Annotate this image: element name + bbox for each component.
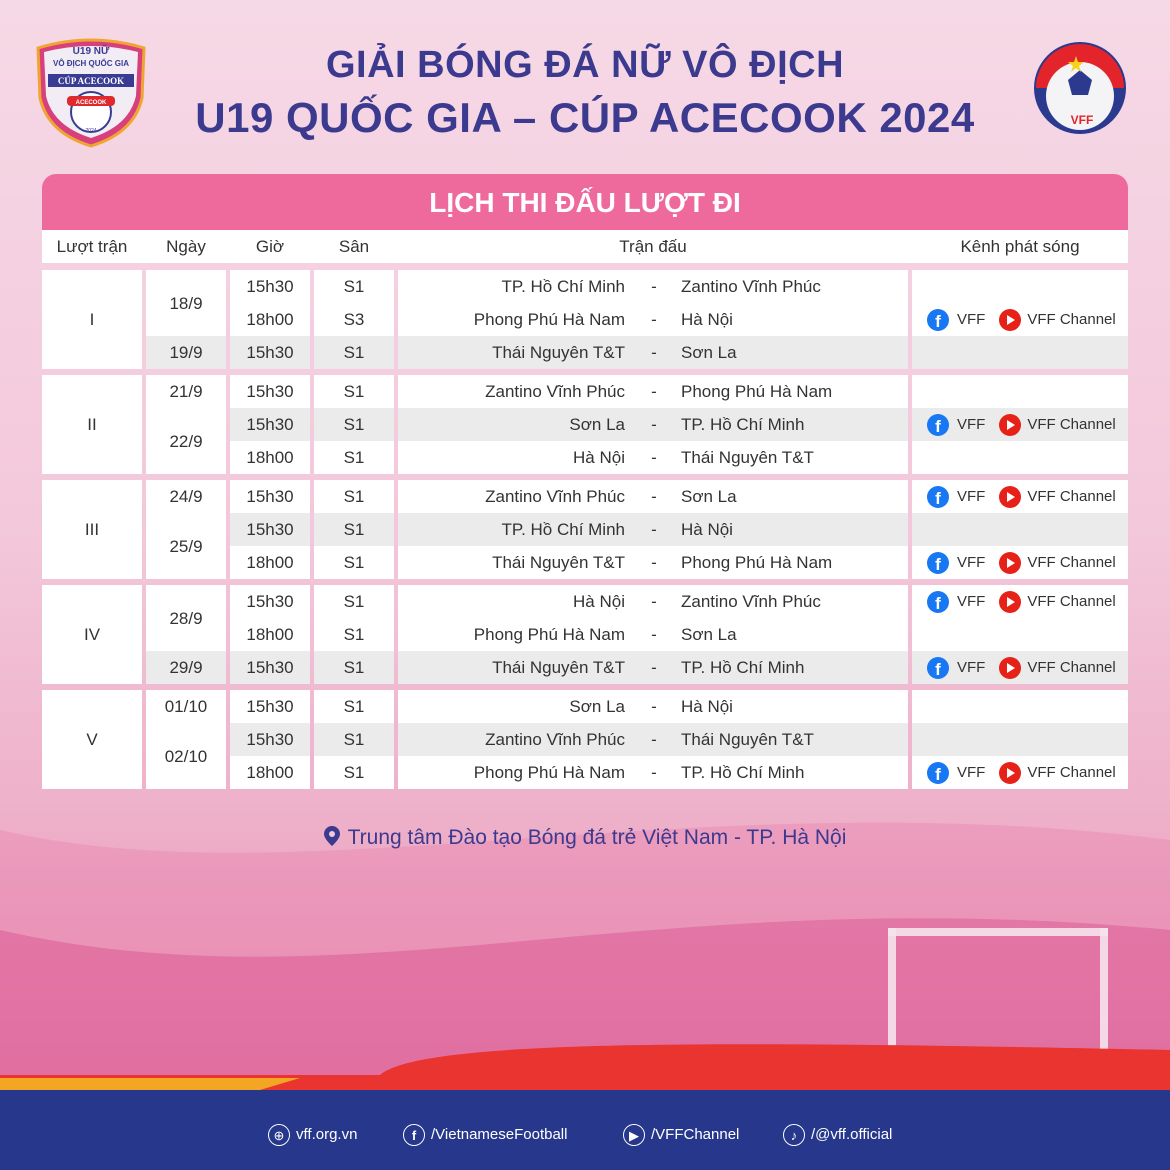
broadcast-fb-label[interactable]: VFF [957, 593, 986, 610]
away-team: Phong Phú Hà Nam [681, 553, 833, 572]
broadcast-channels [927, 303, 1116, 336]
vs-dash: - [651, 448, 657, 467]
logo-line3: CÚP ACECOOK [57, 76, 125, 86]
away-team: Zantino Vĩnh Phúc [681, 277, 821, 296]
home-team: Thái Nguyên T&T [492, 553, 625, 572]
home-team: TP. Hồ Chí Minh [501, 520, 625, 539]
match-time: 15h30 [246, 415, 294, 434]
away-team: Hà Nội [681, 697, 733, 716]
broadcast-channels [927, 546, 1116, 579]
youtube-icon[interactable] [999, 762, 1021, 784]
away-team: Thái Nguyên T&T [681, 448, 814, 467]
match-field: S1 [343, 592, 365, 611]
home-team: Phong Phú Hà Nam [473, 625, 625, 644]
broadcast-fb-label[interactable]: VFF [957, 764, 986, 781]
footer-tiktok-text: /@vff.official [811, 1126, 893, 1143]
away-team: TP. Hồ Chí Minh [681, 415, 805, 434]
facebook-icon[interactable]: f [927, 591, 949, 613]
match-date: 25/9 [169, 536, 203, 556]
vs-dash: - [651, 592, 657, 611]
match-field: S1 [343, 343, 365, 362]
row-shade [912, 513, 1128, 546]
home-team: Hà Nội [573, 592, 625, 611]
row-shade [912, 723, 1128, 756]
round-label: V [86, 730, 98, 749]
away-team: Phong Phú Hà Nam [681, 382, 833, 401]
location-text: Trung tâm Đào tạo Bóng đá trẻ Việt Nam - TP. Hà Nội [347, 826, 847, 849]
facebook-icon[interactable]: f [927, 486, 949, 508]
match-date: 21/9 [169, 382, 203, 401]
match-time: 15h30 [246, 730, 294, 749]
footer [0, 1090, 1170, 1170]
match-date: 18/9 [169, 293, 203, 313]
youtube-icon[interactable] [999, 486, 1021, 508]
facebook-icon[interactable]: f [927, 762, 949, 784]
broadcast-yt-label[interactable]: VFF Channel [1027, 488, 1116, 505]
location-pin-icon [324, 826, 340, 846]
home-team: Hà Nội [573, 448, 625, 467]
match-field: S1 [343, 520, 365, 539]
match-time: 18h00 [246, 763, 294, 782]
tiktok-icon: ♪ [783, 1124, 805, 1146]
vs-dash: - [651, 763, 657, 782]
footer-youtube-text: /VFFChannel [651, 1126, 740, 1143]
vs-dash: - [651, 343, 657, 362]
broadcast-channels [927, 480, 1116, 513]
match-field: S1 [343, 415, 365, 434]
home-team: Phong Phú Hà Nam [473, 310, 625, 329]
match-date: 19/9 [169, 343, 203, 362]
match-time: 15h30 [246, 658, 294, 677]
match-time: 18h00 [246, 310, 294, 329]
match-field: S1 [343, 625, 365, 644]
footer-facebook-text: /VietnameseFootball [431, 1126, 568, 1143]
footer-tiktok[interactable] [783, 1122, 892, 1148]
footer-website-text: vff.org.vn [296, 1126, 358, 1143]
match-field: S1 [343, 763, 365, 782]
col-field: Sân [338, 237, 370, 256]
youtube-icon[interactable] [999, 309, 1021, 331]
facebook-icon: f [403, 1124, 425, 1146]
match-field: S1 [343, 553, 365, 572]
globe-icon: ⊕ [268, 1124, 290, 1146]
home-team: Zantino Vĩnh Phúc [485, 487, 625, 506]
youtube-icon[interactable] [999, 552, 1021, 574]
round-block [42, 270, 1128, 369]
col-date: Ngày [166, 237, 206, 256]
vs-dash: - [651, 415, 657, 434]
match-time: 18h00 [246, 625, 294, 644]
home-team: Zantino Vĩnh Phúc [485, 382, 625, 401]
broadcast-fb-label[interactable]: VFF [957, 311, 986, 328]
match-field: S1 [343, 448, 365, 467]
broadcast-fb-label[interactable]: VFF [957, 554, 986, 571]
round-label: IV [83, 625, 101, 644]
youtube-icon[interactable] [999, 414, 1021, 436]
col-time: Giờ [255, 237, 285, 256]
away-team: Hà Nội [681, 310, 733, 329]
vs-dash: - [651, 277, 657, 296]
broadcast-channels [927, 651, 1116, 684]
facebook-icon[interactable]: f [927, 309, 949, 331]
away-team: Zantino Vĩnh Phúc [681, 592, 821, 611]
footer-website[interactable] [268, 1122, 357, 1148]
broadcast-fb-label[interactable]: VFF [957, 416, 986, 433]
match-field: S1 [343, 487, 365, 506]
vs-dash: - [651, 553, 657, 572]
match-time: 15h30 [246, 697, 294, 716]
round-block [42, 585, 1128, 684]
home-team: Zantino Vĩnh Phúc [485, 730, 625, 749]
match-date: 29/9 [169, 658, 203, 677]
match-date: 24/9 [169, 487, 203, 506]
match-date: 22/9 [169, 431, 203, 451]
match-date: 02/10 [164, 746, 208, 766]
match-field: S1 [343, 382, 365, 401]
broadcast-yt-label[interactable]: VFF Channel [1027, 554, 1116, 571]
match-date: 01/10 [164, 697, 208, 716]
round-block [42, 690, 1128, 789]
away-team: TP. Hồ Chí Minh [681, 658, 805, 677]
round-block [42, 375, 1128, 474]
broadcast-fb-label[interactable]: VFF [957, 488, 986, 505]
round-label: I [89, 310, 95, 329]
broadcast-yt-label[interactable]: VFF Channel [1027, 311, 1116, 328]
facebook-icon[interactable]: f [927, 552, 949, 574]
round-block [42, 480, 1128, 579]
footer-youtube[interactable] [623, 1122, 739, 1148]
home-team: Thái Nguyên T&T [492, 343, 625, 362]
facebook-icon[interactable]: f [927, 657, 949, 679]
vs-dash: - [651, 487, 657, 506]
logo-line2: VÔ ĐỊCH QUỐC GIA [52, 59, 130, 68]
row-shade [912, 336, 1128, 369]
broadcast-channels [927, 585, 1116, 618]
match-date: 28/9 [169, 608, 203, 628]
table-header [42, 230, 1128, 263]
title-line1: GIẢI BÓNG ĐÁ NỮ VÔ ĐỊCH [325, 44, 845, 86]
broadcast-yt-label[interactable]: VFF Channel [1027, 593, 1116, 610]
col-broadcast: Kênh phát sóng [960, 237, 1080, 256]
match-time: 15h30 [246, 343, 294, 362]
vs-dash: - [651, 625, 657, 644]
match-field: S1 [343, 730, 365, 749]
round-label: III [84, 520, 100, 539]
vs-dash: - [651, 658, 657, 677]
match-time: 15h30 [246, 487, 294, 506]
broadcast-channels [927, 756, 1116, 789]
youtube-icon[interactable] [999, 657, 1021, 679]
match-time: 18h00 [246, 448, 294, 467]
vs-dash: - [651, 520, 657, 539]
broadcast-fb-label[interactable]: VFF [957, 659, 986, 676]
match-field: S1 [343, 277, 365, 296]
away-team: Sơn La [681, 625, 737, 644]
away-team: Hà Nội [681, 520, 733, 539]
logo-line1: U19 NỮ [72, 46, 110, 57]
broadcast-yt-label[interactable]: VFF Channel [1027, 764, 1116, 781]
location [0, 826, 1170, 850]
col-round: Lượt trận [56, 237, 128, 256]
col-match: Trận đấu [619, 237, 687, 256]
footer-facebook[interactable] [403, 1122, 567, 1148]
away-team: Sơn La [681, 487, 737, 506]
vs-dash: - [651, 382, 657, 401]
home-team: Phong Phú Hà Nam [473, 763, 625, 782]
vs-dash: - [651, 697, 657, 716]
facebook-icon[interactable]: f [927, 414, 949, 436]
title-line2: U19 QUỐC GIA – CÚP ACECOOK 2024 [195, 94, 975, 141]
home-team: Sơn La [569, 415, 625, 434]
match-time: 15h30 [246, 277, 294, 296]
home-team: Sơn La [569, 697, 625, 716]
home-team: Thái Nguyên T&T [492, 658, 625, 677]
broadcast-channels [927, 408, 1116, 441]
away-team: Sơn La [681, 343, 737, 362]
away-team: Thái Nguyên T&T [681, 730, 814, 749]
broadcast-yt-label[interactable]: VFF Channel [1027, 416, 1116, 433]
round-label: II [87, 415, 97, 434]
home-team: TP. Hồ Chí Minh [501, 277, 625, 296]
match-field: S1 [343, 658, 365, 677]
match-time: 18h00 [246, 553, 294, 572]
logo-line5: 2024 [85, 128, 97, 134]
match-time: 15h30 [246, 382, 294, 401]
vs-dash: - [651, 730, 657, 749]
vs-dash: - [651, 310, 657, 329]
broadcast-yt-label[interactable]: VFF Channel [1027, 659, 1116, 676]
youtube-icon: ▶ [623, 1124, 645, 1146]
match-field: S3 [343, 310, 365, 329]
away-team: TP. Hồ Chí Minh [681, 763, 805, 782]
vff-logo-text: VFF [1070, 113, 1094, 127]
match-time: 15h30 [246, 592, 294, 611]
logo-line4: ACECOOK [75, 100, 107, 106]
schedule-heading: LỊCH THI ĐẤU LƯỢT ĐI [42, 174, 1128, 230]
match-time: 15h30 [246, 520, 294, 539]
youtube-icon[interactable] [999, 591, 1021, 613]
match-field: S1 [343, 697, 365, 716]
